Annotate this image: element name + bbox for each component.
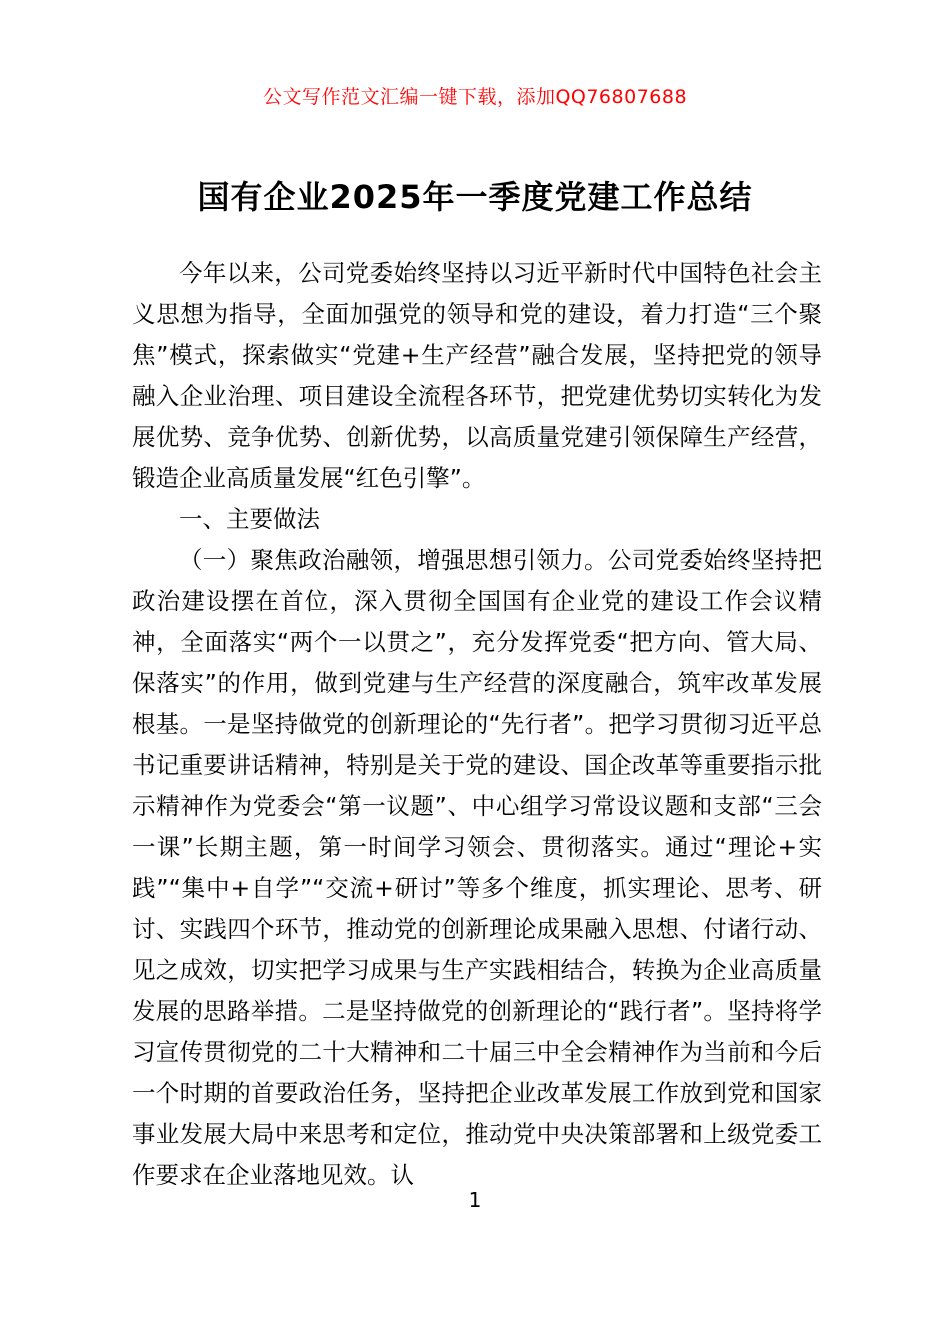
paragraph: 一、主要做法 [179,505,320,533]
paragraph: （一）聚焦政治融领，增强思想引领力。公司党委始终坚持把政治建设摆在首位，深入贯彻全国国有企业党的建设工作会议精神，全面落实“两个一以贯之”，充分发挥党委“把方向、管大局、保落实”的作用，做到党建与生产经营的深度融合，筑牢改革发展根基。一是坚持做党的创新理论的“先行者”。把学习贯彻习近平总书记重要讲话精神，特别是关于党的建设、国企改革等重要指示批示精神作为党委会“第一议题”、中心组学习常设议题和支部“三会一课”长期主题，第一时间学习领会、贯彻落实。通过“理论+实践”“集中+自学”“交流+研讨”等多个维度，抓实理论、思考、研讨、实践四个环节，推动党的创新理论成果融入思想、付诸行动、见之成效，切实把学习成果与生产实践相结合，转换为企业高质量发展的思路举措。二是坚持做党的创新理论的“践行者”。坚持将学习宣传贯彻党的二十大精神和二十届三中全会精神作为当前和今后一个时期的首要政治任务，坚持把企业改革发展工作放到党和国家事业发展大局中来思考和定位，推动党中央决策部署和上级党委工作要求在企业落地见效。认 [132,546,822,1189]
paragraph: 今年以来，公司党委始终坚持以习近平新时代中国特色社会主义思想为指导，全面加强党的领导和党的建设，着力打造“三个聚焦”模式，探索做实“党建+生产经营”融合发展，坚持把党的领导融入企业治理、项目建设全流程各环节，把党建优势切实转化为发展优势、竞争优势、创新优势，以高质量党建引领保障生产经营，锻造企业高质量发展“红色引擎”。 [132,259,822,492]
page-title: 国有企业2025年一季度党建工作总结 [197,178,753,216]
promo-watermark: 公文写作范文汇编一键下载，添加QQ76807688 [262,86,688,108]
document-body [132,253,822,1196]
page-number: 1 [468,1188,482,1212]
